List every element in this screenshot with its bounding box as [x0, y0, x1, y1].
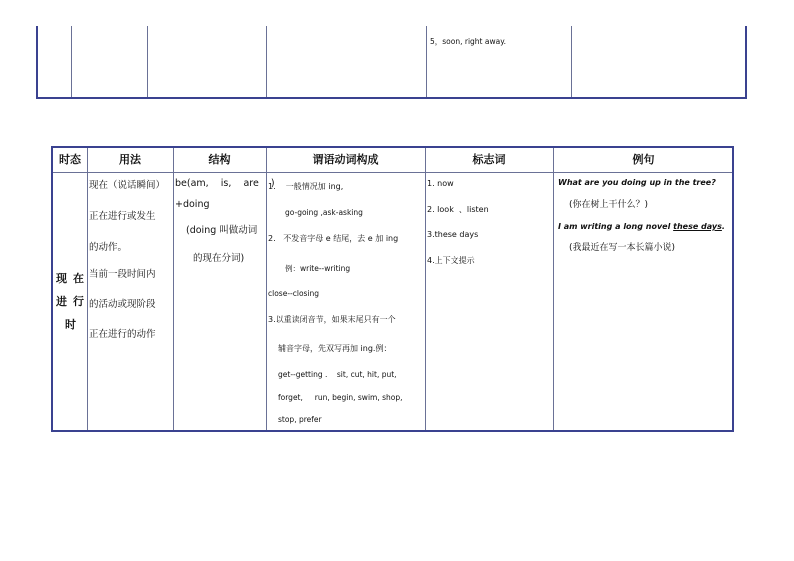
column-divider	[425, 148, 426, 430]
tense-name-char: 现	[56, 272, 67, 285]
column-divider	[147, 26, 148, 99]
column-divider	[266, 148, 267, 430]
tense-name-char: 时	[65, 318, 76, 331]
tense-name-char: 行	[73, 295, 84, 308]
header-signal-words: 标志词	[472, 153, 506, 166]
structure-line: be(am, is, are )	[175, 178, 275, 189]
verb-form-line: 2. 不发音字母 e 结尾，去 e 加 ing	[268, 234, 399, 243]
verb-form-line: 3.以重读闭音节，如果末尾只有一个	[268, 315, 396, 324]
usage-line: 现在（说话瞬间）	[89, 180, 166, 191]
usage-line: 正在进行或发生	[89, 211, 156, 222]
signal-word-item: 2. look 、listen	[427, 205, 489, 214]
verb-form-line: 辅音字母，先双写再加 ing.例：	[278, 344, 392, 353]
usage-line: 的活动或现阶段	[89, 299, 156, 310]
signal-word-item: 5，soon, right away.	[430, 37, 506, 46]
verb-form-line: forget, run, begin, swim, shop,	[278, 393, 403, 402]
usage-line: 正在进行的动作	[89, 329, 156, 340]
table-border-left	[36, 26, 38, 99]
example-sentence-en	[558, 222, 725, 232]
header-structure: 结构	[208, 153, 231, 166]
example-punctuation: .	[721, 222, 725, 231]
verb-form-line: get--getting . sit, cut, hit, put,	[278, 370, 397, 379]
usage-line: 当前一段时间内	[89, 269, 156, 280]
signal-word-item: 3.these days	[427, 230, 479, 239]
signal-word-item: 4.上下文提示	[427, 256, 475, 265]
tense-name-char: 进	[56, 295, 67, 308]
example-sentence-en: What are you doing up in the tree?	[558, 178, 716, 187]
column-divider	[71, 26, 72, 99]
usage-line: 的动作。	[89, 242, 128, 253]
verb-form-line: close--closing	[268, 289, 320, 298]
structure-line: (doing 叫做动词	[186, 225, 258, 236]
tense-name-char: 在	[73, 272, 84, 285]
structure-line: 的现在分词)	[193, 253, 245, 264]
structure-line: +doing	[175, 199, 210, 210]
verb-form-line: stop, prefer	[278, 415, 322, 424]
example-text: I am writing a long novel	[558, 222, 674, 231]
present-continuous-table	[51, 146, 734, 432]
column-divider	[173, 148, 174, 430]
header-usage: 用法	[119, 153, 141, 166]
column-divider	[553, 148, 554, 430]
table-border-right	[745, 26, 747, 99]
header-divider	[53, 172, 732, 173]
header-tense: 时态	[59, 153, 81, 166]
column-divider	[266, 26, 267, 99]
previous-table-fragment	[36, 26, 747, 99]
verb-form-line: 例：write--writing	[285, 264, 351, 273]
header-verb-form: 谓语动词构成	[312, 153, 379, 166]
header-example: 例句	[632, 153, 655, 166]
column-divider	[87, 148, 88, 430]
example-translation-cn: (我最近在写一本长篇小说)	[569, 243, 676, 253]
table-border-bottom	[36, 97, 747, 99]
column-divider	[426, 26, 427, 99]
column-divider	[571, 26, 572, 99]
signal-word-item: 1. now	[427, 179, 454, 188]
verb-form-line: 1. 一般情况加 ing,	[268, 182, 344, 191]
example-underlined-phrase: these days	[673, 222, 722, 231]
verb-form-line: go-going ,ask-asking	[285, 208, 363, 217]
example-translation-cn: (你在树上干什么？)	[569, 200, 649, 210]
